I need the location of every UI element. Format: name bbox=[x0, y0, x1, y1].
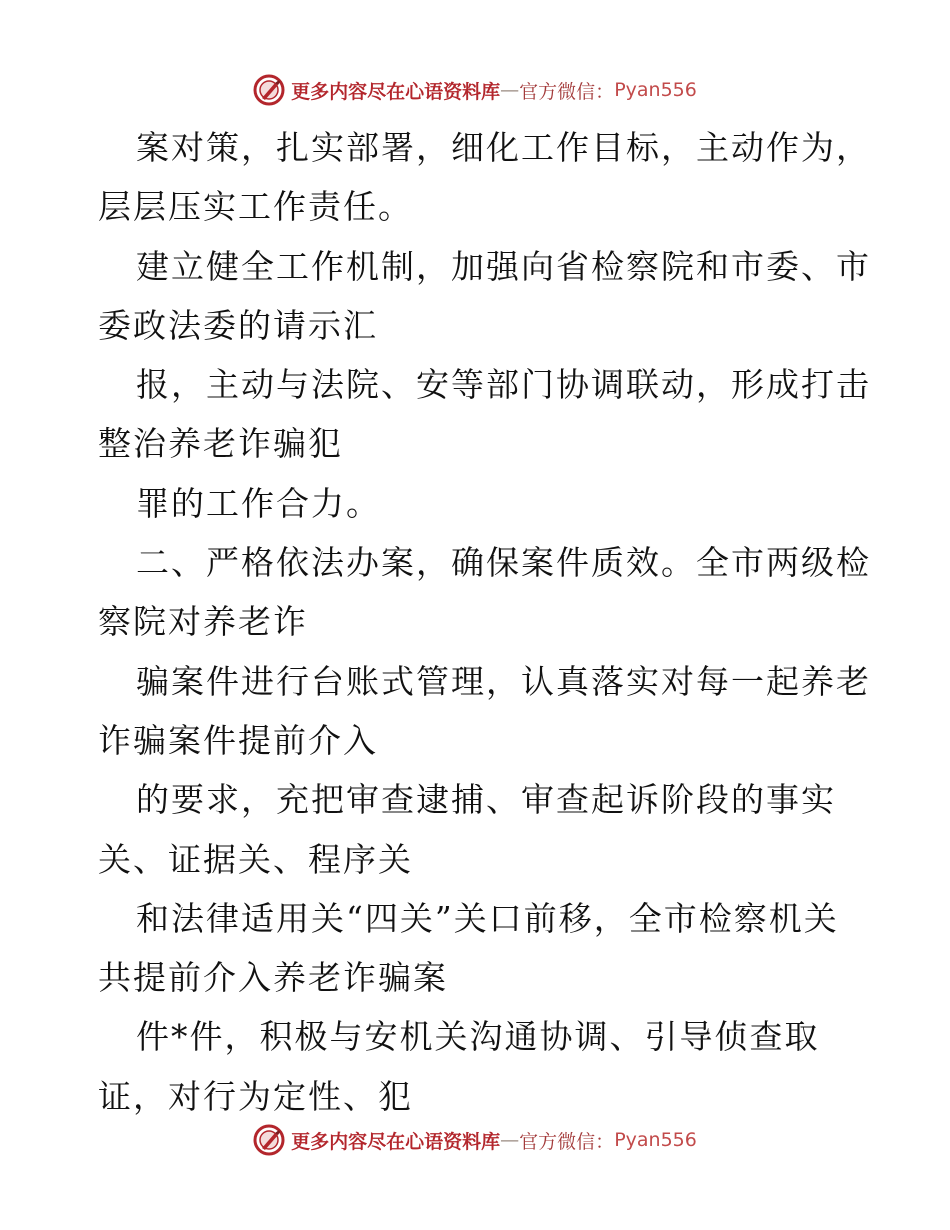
red-quill-seal-icon bbox=[253, 1124, 285, 1156]
body-line: 诈骗案件提前介入 bbox=[98, 720, 378, 760]
red-quill-seal-icon bbox=[253, 74, 285, 106]
body-line: 委政法委的请示汇 bbox=[98, 305, 378, 345]
body-line: 案对策，扎实部署，细化工作目标，主动作为， bbox=[136, 128, 871, 167]
body-line: 关、证据关、程序关 bbox=[98, 839, 413, 879]
body-line: 罪的工作合力。 bbox=[136, 483, 381, 523]
body-line: 证，对行为定性、犯 bbox=[98, 1076, 413, 1116]
watermark-dash: — bbox=[500, 79, 520, 101]
watermark-main-text: 更多内容尽在心语资料库 bbox=[291, 1130, 501, 1153]
footer-watermark bbox=[0, 1120, 950, 1160]
body-line: 件*件，积极与安机关沟通协调、引导侦查取 bbox=[136, 1017, 820, 1057]
body-line: 整治养老诈骗犯 bbox=[98, 424, 343, 464]
watermark-contact-id: Pyan556 bbox=[614, 1129, 697, 1151]
watermark-contact-id: Pyan556 bbox=[614, 79, 697, 101]
watermark-dash: — bbox=[500, 1129, 520, 1151]
document-body bbox=[98, 118, 871, 1126]
body-line: 察院对养老诈 bbox=[98, 602, 308, 642]
body-line: 层层压实工作责任。 bbox=[98, 187, 413, 227]
watermark-contact-label: 官方微信： bbox=[519, 1130, 615, 1153]
body-line: 建立健全工作机制，加强向省检察院和市委、市 bbox=[136, 246, 871, 286]
body-line: 报，主动与法院、安等部门协调联动，形成打击 bbox=[136, 365, 871, 405]
body-line: 二、严格依法办案，确保案件质效。全市两级检 bbox=[136, 543, 871, 583]
header-watermark bbox=[0, 70, 950, 110]
body-line: 共提前介入养老诈骗案 bbox=[98, 958, 448, 998]
body-line: 和法律适用关“四关”关口前移，全市检察机关 bbox=[136, 898, 839, 938]
watermark-contact-label: 官方微信： bbox=[519, 80, 615, 103]
watermark-main-text: 更多内容尽在心语资料库 bbox=[291, 80, 501, 103]
body-line: 骗案件进行台账式管理，认真落实对每一起养老 bbox=[136, 661, 871, 701]
body-line: 的要求，充把审查逮捕、审查起诉阶段的事实 bbox=[136, 780, 836, 820]
